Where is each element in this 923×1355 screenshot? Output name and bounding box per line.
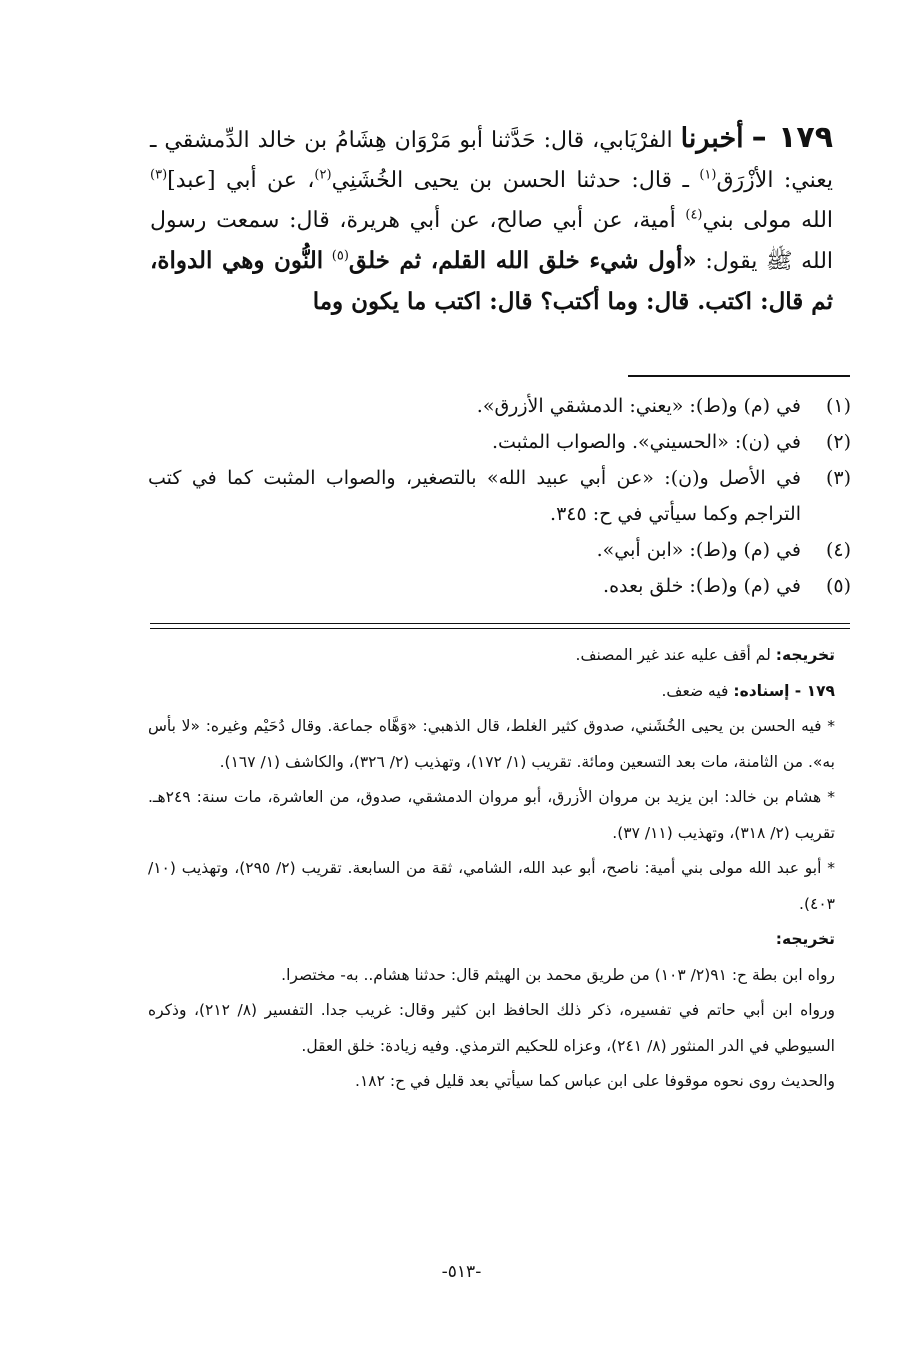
hadith-quote-2: النُّون وهي الدواة، ثم قال: اكتب. قال: وما أكتب؟ قال: اكتب ما يكون وما bbox=[150, 247, 833, 315]
takhrij-paragraph-3: والحديث روى نحوه موقوفا على ابن عباس كما سيأتي بعد قليل في ح: ١٨٢. bbox=[355, 1072, 835, 1090]
narrator-paragraph-1: * فيه الحسن بن يحيى الخُشَني، صدوق كثير الغلط، قال الذهبي: «وَهَّاه جماعة. وقال دُحَيْم وغيره: «لا بأس به». من الثامنة، مات بعد التسعين ومائة. تقريب (١/ ١٧٢)، وتهذيب (٢/ ٣٢٦)، والكاشف (١/ ١٦٧). bbox=[148, 717, 835, 771]
footnote-number: (١) bbox=[825, 395, 851, 417]
hadith-opening: أخبرنا bbox=[680, 123, 744, 154]
footnote-item bbox=[148, 568, 851, 604]
isnad-label: ١٧٩ - إسناده: bbox=[733, 681, 835, 700]
footnote-number: (٤) bbox=[825, 539, 851, 561]
takhrij-line bbox=[148, 638, 835, 674]
hadith-quote-1: «أول شيء خلق الله القلم، ثم خلق bbox=[348, 247, 697, 274]
hadith-text bbox=[150, 118, 833, 323]
footnotes bbox=[148, 388, 851, 604]
footnote-text: في الأصل و(ن): «عن أبي عبيد الله» بالتصغير، والصواب المثبت كما في كتب التراجم وكما سيأتي في ح: ٣٤٥. bbox=[148, 467, 801, 525]
section-divider-top bbox=[150, 623, 850, 624]
footnote-item bbox=[148, 532, 851, 568]
narrator-paragraph-3: * أبو عبد الله مولى بني أمية: ناصح، أبو عبد الله، الشامي، ثقة من السابعة. تقريب (٢/ ٢٩٥)، وتهذيب (١٠/ ٤٠٣). bbox=[148, 859, 835, 913]
narrator-paragraph-2: * هشام بن خالد: ابن يزيد بن مروان الأزرق، أبو مروان الدمشقي، صدوق، من العاشرة، مات سنة: ٢٤٩هـ. تقريب (٢/ ٣١٨)، وتهذيب (١١/ ٣٧). bbox=[148, 788, 835, 842]
footnote-ref-2: (٢) bbox=[314, 167, 332, 183]
hadith-text-5: أمية، عن أبي صالح، عن أبي هريرة، قال: سمعت رسول الله ﷺ يقول: bbox=[150, 208, 834, 274]
hadith-text-2: ـ قال: حدثنا الحسن بن يحيى الخُشَنِي bbox=[331, 168, 689, 193]
footnote-ref-3: (٣) bbox=[150, 167, 168, 183]
isnad-line bbox=[148, 674, 835, 710]
takhrij-section bbox=[148, 638, 835, 1100]
footnote-number: (٥) bbox=[825, 575, 851, 597]
takhrij-text: لم أقف عليه عند غير المصنف. bbox=[575, 646, 771, 664]
hadith-text-3: ، عن أبي [عبد] bbox=[167, 168, 315, 193]
footnote-text: في (م) و(ط): خلق بعده. bbox=[603, 575, 801, 597]
section-divider-bottom bbox=[150, 628, 850, 629]
hadith-text-1: الفرْيَابي، قال: حَدَّثنا أبو مَرْوَان هِشَامُ بن خالد الدِّمشقي ـ يعني: الأزْرَق bbox=[150, 128, 834, 193]
isnad-text: فيه ضعف. bbox=[661, 681, 729, 700]
footnote-item bbox=[148, 424, 851, 460]
footnote-ref-1: (١) bbox=[699, 167, 717, 183]
footnote-text: في (ن): «الحسيني». والصواب المثبت. bbox=[491, 431, 801, 453]
takhrij-label: تخريجه: bbox=[775, 646, 835, 664]
footnote-text: في (م) و(ط): «يعني: الدمشقي الأزرق». bbox=[476, 395, 801, 417]
footnote-ref-4: (٤) bbox=[685, 207, 703, 223]
footnote-ref-5: (٥) bbox=[331, 248, 349, 264]
takhrij-paragraph-1: رواه ابن بطة ح: ٩١(٢/ ١٠٣) من طريق محمد بن الهيثم قال: حدثنا هشام.. به- مختصرا. bbox=[281, 965, 835, 984]
footnote-number: (٣) bbox=[825, 467, 851, 489]
footnote-text: في (م) و(ط): «ابن أبي». bbox=[596, 539, 801, 561]
hadith-text-4: الله مولى بني bbox=[702, 208, 834, 233]
takhrij-paragraph-2: ورواه ابن أبي حاتم في تفسيره، ذكر ذلك الحافظ ابن كثير وقال: غريب جدا. التفسير (٨/ ٢١٢)، وذكره السيوطي في الدر المنثور (٨/ ٢٤١)، وعزاه للحكيم الترمذي. وفيه زيادة: خلق العقل. bbox=[148, 1001, 835, 1055]
footnote-number: (٢) bbox=[825, 431, 851, 453]
footnote-item bbox=[148, 460, 851, 532]
footnote-divider bbox=[628, 375, 850, 377]
footnote-item bbox=[148, 388, 851, 424]
page-number: -٥١٣- bbox=[441, 1262, 482, 1282]
hadith-number: ١٧٩ – bbox=[751, 120, 834, 155]
takhrij-heading: تخريجه: bbox=[775, 930, 835, 948]
